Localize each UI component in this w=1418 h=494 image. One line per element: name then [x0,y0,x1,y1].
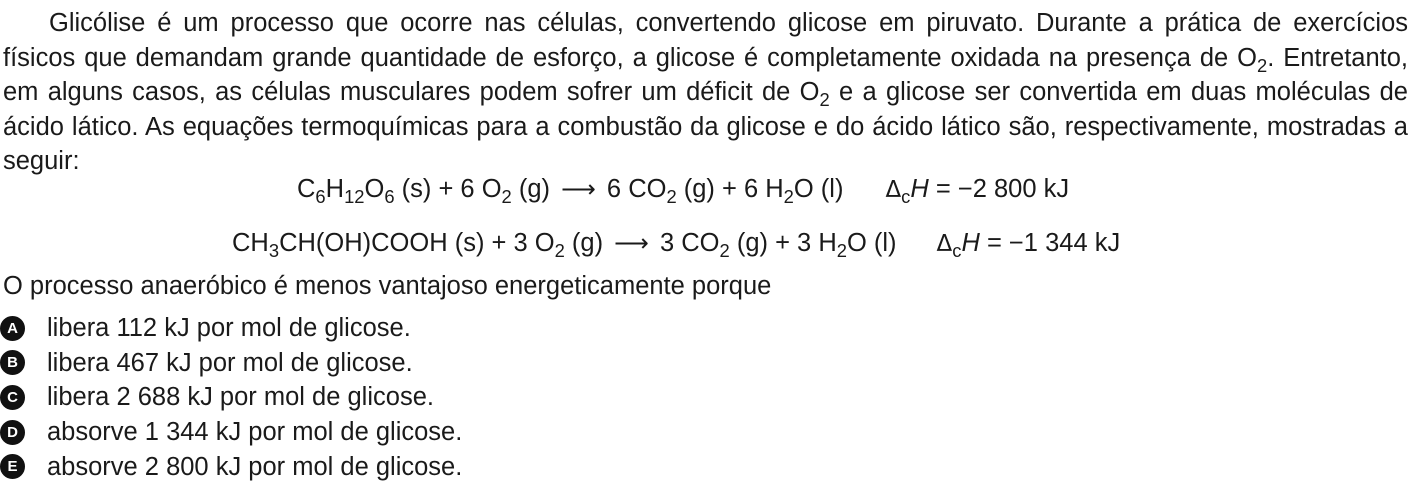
eq2-text: (g) [564,229,604,257]
option-b[interactable] [0,346,462,381]
eq1-text: H [325,175,345,203]
passage-text-1: Glicólise é um processo que ocorre nas células, convertendo glicose em piruvato. Durante a prática de exercícios físicos que demandam grande quantidade de esforço, a glicose é completamente oxidada na presença de O [3,9,1408,72]
option-letter-badge: B [0,350,25,375]
enthalpy-symbol: H [961,229,980,257]
glucose-combustion-equation [297,172,1069,207]
option-letter-badge: E [0,454,25,479]
passage-subscript-2: 2 [819,89,830,111]
option-text: absorve 2 800 kJ por mol de glicose. [47,452,463,481]
option-letter-badge: A [0,316,25,341]
eq1-sub: 2 [666,185,677,207]
eq1-sub: 2 [783,185,794,207]
eq2-sub: 2 [836,239,847,261]
eq1-text: O (l) [793,175,844,203]
eq1-sub: 6 [384,185,395,207]
eq2-text: CH(OH)COOH (s) + 3 O [279,229,555,257]
option-text: absorve 1 344 kJ por mol de glicose. [47,418,463,447]
eq2-sub: 3 [268,239,280,261]
eq2-enthalpy [936,229,1121,261]
option-text: libera 2 688 kJ por mol de glicose. [47,383,434,412]
eq2-text: O (l) [846,229,897,257]
option-a[interactable] [0,311,462,346]
eq1-sub: 12 [344,185,365,207]
reaction-arrow-icon: ⟶ [614,229,649,257]
option-letter-badge: C [0,385,25,410]
eq1-text: O [364,175,385,203]
delta-symbol: Δ [885,177,902,203]
eq1-text: (g) + 6 H [676,175,784,203]
eq1-sub: 6 [315,185,326,207]
eq2-sub: 2 [554,239,565,261]
option-letter-badge: D [0,420,25,445]
eq1-enthalpy-value: = −2 800 kJ [928,175,1070,203]
eq2-text: CH [232,229,269,257]
enthalpy-symbol: H [910,175,929,203]
eq1-text: (g) [511,175,550,203]
reaction-arrow-icon: ⟶ [561,175,596,203]
delta-symbol: Δ [936,231,953,257]
eq1-sub: 2 [501,185,512,207]
passage-text-3: e a glicose ser convertida em duas moléculas de ácido lático. As equações termoquímicas para a combustão da glicose e do ácido lático são, respectivamente, mostradas a seguir: [3,78,1408,176]
eq2-text: (g) + 3 H [729,229,837,257]
eq1-sub: c [901,185,911,207]
option-c[interactable] [0,380,462,415]
answer-options [0,311,462,484]
eq1-enthalpy [885,175,1070,207]
passage-text-2: . Entretanto, em alguns casos, as células musculares podem sofrer um déficit de O [3,43,1408,107]
passage-subscript-1: 2 [1257,54,1268,76]
question-passage [3,6,1408,179]
option-text: libera 467 kJ por mol de glicose. [47,348,413,377]
eq2-text: 3 CO [660,229,720,257]
eq1-text: 6 CO [606,175,667,203]
question-stem: O processo anaeróbico é menos vantajoso energeticamente porque [3,272,772,300]
eq2-sub: 2 [719,239,730,261]
option-e[interactable] [0,449,462,484]
eq1-text: (s) + 6 O [394,175,502,203]
option-text: libera 112 kJ por mol de glicose. [47,314,411,343]
eq2-sub: c [952,239,962,261]
eq1-text: C [297,175,316,203]
lactic-acid-combustion-equation [232,226,1120,261]
option-d[interactable] [0,415,462,450]
eq2-enthalpy-value: = −1 344 kJ [979,229,1121,257]
